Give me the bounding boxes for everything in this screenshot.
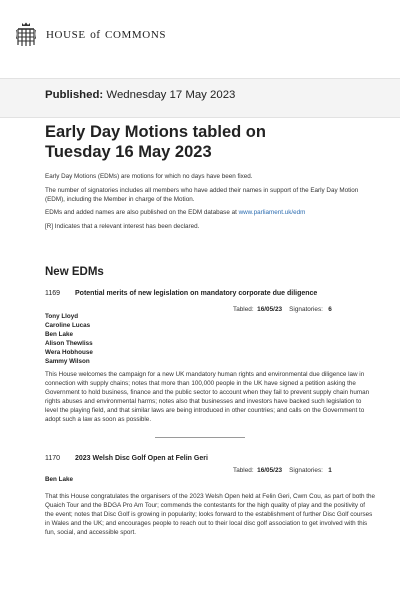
- motion-title: Potential merits of new legislation on mandatory corporate due diligence: [75, 290, 318, 297]
- published-line: [45, 89, 235, 101]
- motion-1169-meta: [233, 306, 332, 313]
- intro-text: [45, 172, 375, 235]
- motion-1169-body: This House welcomes the campaign for a new UK mandatory human rights and environmental due diligence law in connection with supply chains; notes that more than 100,000 people in the UK have signed a petition asking the Government to hold business, finance and the public sector to account when they fail to prevent supply chain human rights abuses and environmental harms; notes also that businesses and investors have backed such legislation to level the playing field, and that similar laws are being introduced in other countries; and calls on the Government to adopt such a law as soon as possible.: [45, 371, 370, 423]
- org-main: house: [46, 25, 86, 42]
- motion-divider: [155, 437, 245, 438]
- signatories-count: 1: [328, 467, 332, 474]
- tabled-date: 16/05/23: [257, 306, 283, 313]
- portcullis-crest-icon: [16, 21, 36, 47]
- motion-1170-signers: [45, 476, 73, 485]
- house-of-commons-title: [46, 25, 166, 43]
- signer: Ben Lake: [45, 476, 73, 483]
- motion-1170-heading: [45, 455, 208, 462]
- page-title-line-1: Early Day Motions tabled on: [45, 123, 266, 141]
- intro-paragraph-2: The number of signatories includes all members who have added their names in support of the Early Day Motion (EDM), including the Member in charge of the Motion.: [45, 186, 359, 203]
- edm-database-link[interactable]: www.parliament.uk/edm: [238, 209, 306, 216]
- intro-paragraph-1: Early Day Motions (EDMs) are motions for which no days have been fixed.: [45, 173, 253, 180]
- intro-paragraph-3-text: EDMs and added names are also published on the EDM database at: [45, 209, 239, 216]
- org-end: commons: [105, 25, 167, 42]
- intro-paragraph-4: [R] Indicates that a relevant interest has been declared.: [45, 222, 200, 230]
- org-of: of: [90, 29, 101, 41]
- signatories-label: Signatories:: [289, 306, 323, 313]
- signer: Caroline Lucas: [45, 321, 91, 329]
- motion-title: 2023 Welsh Disc Golf Open at Felin Geri: [75, 455, 208, 462]
- page-title: [45, 122, 266, 162]
- page-title-line-2: Tuesday 16 May 2023: [45, 143, 212, 161]
- motion-number: 1170: [45, 455, 61, 462]
- motion-1169-signers: [45, 313, 93, 366]
- motion-number: 1169: [45, 290, 61, 297]
- motion-1170-body: That this House congratulates the organisers of the 2023 Welsh Open held at Felin Geri, Cwm Cou, as part of both the Quaich Tour and the BDGA Pro Am Tour; commends the contestants for the high quality of play and the positivity of the event; notes that Disc Golf is growing in popularity; looks forward to the establishment of further Disc Golf courses in Wales and the UK; and encourages people to reach out to their local disc golf association to get involved with this fun, social, and accessible sport.: [45, 493, 375, 536]
- motion-1169-heading: [45, 290, 317, 297]
- page-header: [16, 21, 166, 47]
- published-label: Published:: [45, 89, 104, 101]
- tabled-date: 16/05/23: [257, 467, 283, 474]
- signatories-count: 6: [328, 306, 332, 313]
- intro-paragraph-3: [45, 208, 375, 217]
- signer: Ben Lake: [45, 330, 73, 338]
- signer: Tony Lloyd: [45, 313, 79, 320]
- section-heading-new-edms: New EDMs: [45, 266, 104, 278]
- signer: Wera Hobhouse: [45, 348, 93, 356]
- tabled-label: Tabled:: [233, 306, 254, 313]
- signer: Alison Thewliss: [45, 339, 93, 347]
- tabled-label: Tabled:: [233, 467, 254, 474]
- signer: Sammy Wilson: [45, 357, 90, 365]
- motion-1170-meta: [233, 467, 332, 474]
- published-date: Wednesday 17 May 2023: [106, 89, 236, 101]
- signatories-label: Signatories:: [289, 467, 323, 474]
